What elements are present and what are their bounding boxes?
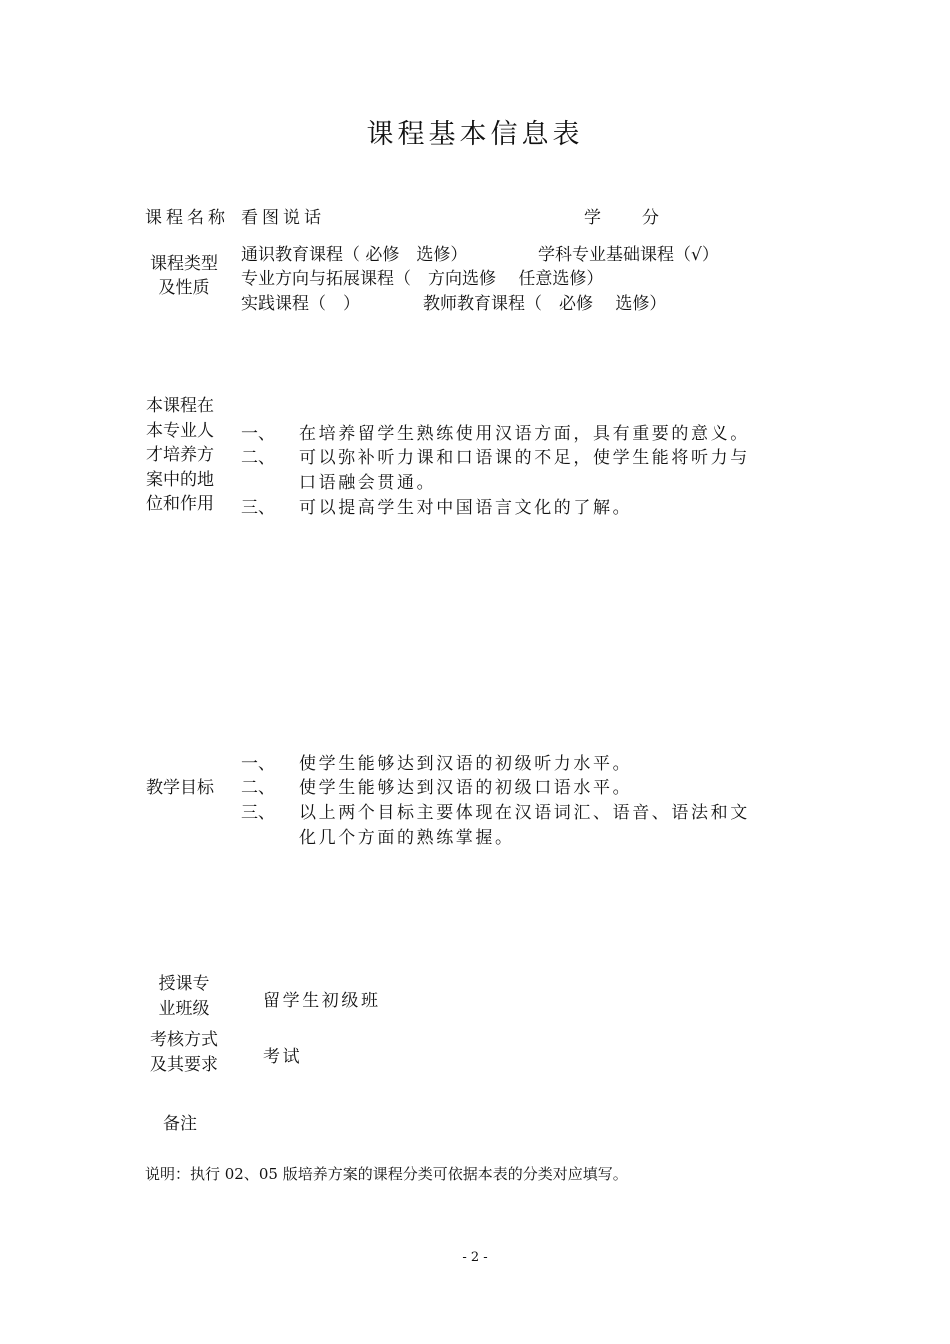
role-label-line: 才培养方	[146, 445, 214, 465]
assessment-label-line2: 及其要求	[150, 1055, 218, 1075]
course-name-label: 课程名称	[145, 208, 229, 228]
assessment-value: 考试	[263, 1047, 303, 1067]
footnote: 说明：执行 02、05 版培养方案的课程分类可依据本表的分类对应填写。	[145, 1165, 628, 1183]
role-item-text: 可以提高学生对中国语言文化的了解。	[299, 498, 633, 518]
course-type-line3a: 实践课程（ ）	[241, 294, 360, 314]
course-type-label	[143, 252, 225, 300]
role-item-text: 口语融会贯通。	[299, 473, 437, 493]
class-label	[143, 972, 225, 1022]
role-label-line: 本专业人	[146, 420, 214, 441]
assessment-label-line1: 考核方式	[150, 1030, 218, 1050]
class-label-line2: 业班级	[158, 999, 210, 1019]
goal-item-text: 化几个方面的熟练掌握。	[299, 828, 515, 848]
goal-item-text: 使学生能够达到汉语的初级听力水平。	[299, 754, 633, 774]
role-item-text: 可以弥补听力课和口语课的不足，使学生能将听力与	[299, 448, 750, 468]
course-type-line2: 专业方向与拓展课程（ 方向选修 任意选修）	[241, 269, 604, 289]
credit-label-b: 分	[642, 208, 659, 228]
goal-item-num: 一、	[241, 754, 275, 774]
course-type-line1b: 学科专业基础课程（√）	[538, 245, 719, 265]
course-name-value: 看图说话	[241, 208, 325, 228]
goal-item-text: 使学生能够达到汉语的初级口语水平。	[299, 778, 633, 798]
role-item-num: 二、	[241, 448, 275, 468]
class-value: 留学生初级班	[263, 991, 381, 1011]
course-type-line1a: 通识教育课程（ 必修 选修）	[241, 245, 468, 265]
page-title: 课程基本信息表	[366, 119, 584, 150]
role-label-line: 位和作用	[146, 494, 214, 514]
goal-item-num: 二、	[241, 778, 275, 798]
goal-item-text: 以上两个目标主要体现在汉语词汇、语音、语法和文	[299, 803, 750, 823]
goals-label: 教学目标	[146, 778, 214, 798]
page-number: - 2 -	[462, 1250, 488, 1265]
course-type-label-line1: 课程类型	[150, 254, 218, 274]
role-label-line: 本课程在	[146, 396, 214, 416]
class-label-line1: 授课专	[158, 974, 210, 994]
course-type-line3b: 教师教育课程（ 必修 选修）	[423, 294, 667, 314]
role-label-line: 案中的地	[146, 469, 214, 490]
course-type-label-line2: 及性质	[158, 278, 210, 298]
role-label	[146, 394, 214, 517]
assessment-label	[143, 1028, 225, 1078]
remarks-label: 备注	[163, 1114, 197, 1134]
role-item-text: 在培养留学生熟练使用汉语方面，具有重要的意义。	[299, 424, 750, 444]
role-item-num: 三、	[241, 498, 275, 518]
credit-label-a: 学	[584, 208, 601, 228]
role-item-num: 一、	[241, 424, 275, 444]
goal-item-num: 三、	[241, 803, 275, 823]
